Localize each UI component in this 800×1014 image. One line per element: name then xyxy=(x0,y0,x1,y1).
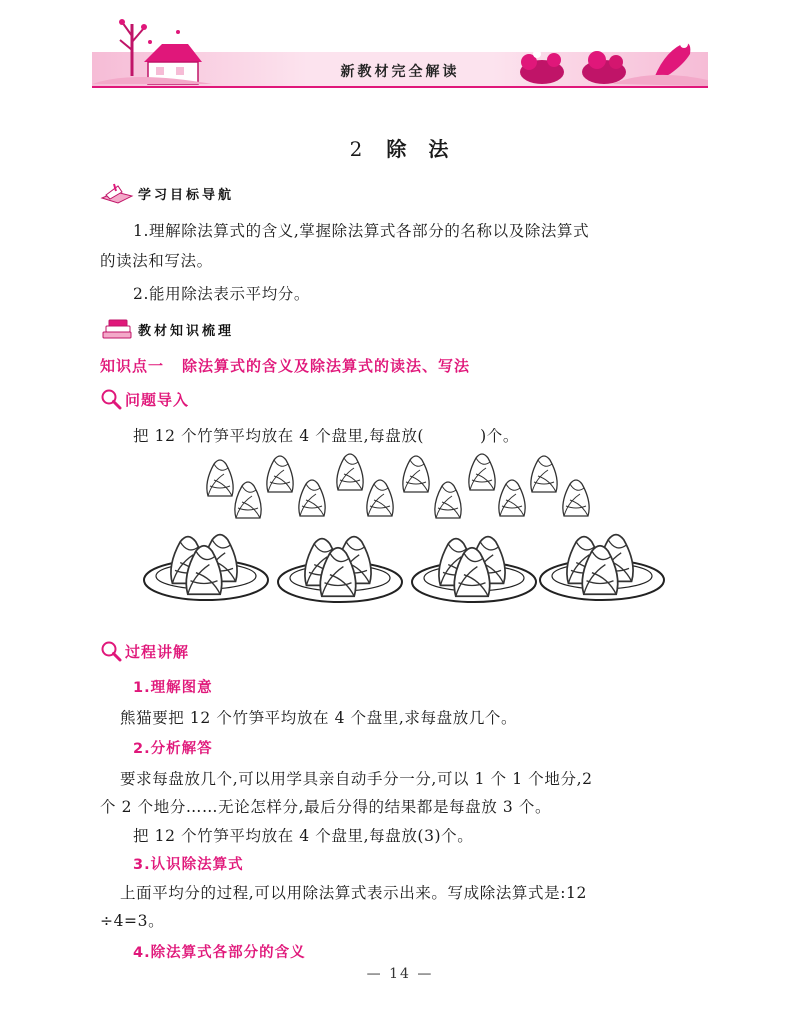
lesson-title xyxy=(0,133,800,162)
header-decoration xyxy=(92,14,708,98)
knowledge-heading xyxy=(100,318,234,340)
goals-heading-text: 学习目标导航 xyxy=(138,187,235,203)
knowledge-point-heading xyxy=(100,355,470,376)
magnifier-icon xyxy=(100,640,122,662)
step-2-title: 2.分析解答 xyxy=(133,741,213,757)
loose-shoot xyxy=(207,460,233,496)
page-header-banner xyxy=(92,14,708,98)
step-4-title: 4.除法算式各部分的含义 xyxy=(133,945,306,961)
process-heading-text: 过程讲解 xyxy=(125,642,190,661)
loose-shoot xyxy=(367,480,393,516)
intro-question xyxy=(133,421,519,451)
plate-with-shoots xyxy=(540,535,664,600)
step-1-text: 熊猫要把 12 个竹笋平均放在 4 个盘里,求每盘放几个。 xyxy=(120,709,518,727)
step-3-title: 3.认识除法算式 xyxy=(133,857,244,873)
process-heading xyxy=(100,640,189,662)
goal-item-2: 2.能用除法表示平均分。 xyxy=(133,285,310,303)
book-icon xyxy=(100,182,134,204)
bamboo-shoots-illustration xyxy=(130,448,690,628)
intro-question-after: )个。 xyxy=(480,427,519,445)
goal-item-1-line-1: 1.理解除法算式的含义,掌握除法算式各部分的名称以及除法算式 xyxy=(133,222,590,240)
magnifier-icon xyxy=(100,388,122,410)
lesson-title-char-2: 法 xyxy=(428,137,451,161)
plate-with-shoots xyxy=(278,537,402,602)
loose-shoot xyxy=(531,456,557,492)
loose-shoot xyxy=(469,454,495,490)
step-3-line-1: 上面平均分的过程,可以用除法算式表示出来。写成除法算式是:12 xyxy=(120,884,587,902)
goal-item-1-line-2: 的读法和写法。 xyxy=(100,252,213,270)
intro-heading xyxy=(100,388,189,410)
step-3-line-2: ÷4=3。 xyxy=(100,912,165,930)
books-stack-icon xyxy=(100,318,134,340)
intro-heading-text: 问题导入 xyxy=(125,390,190,409)
loose-shoot xyxy=(403,456,429,492)
knowledge-point-title: 除法算式的含义及除法算式的读法、写法 xyxy=(182,357,471,375)
page-number: — 14 — xyxy=(366,966,434,982)
goals-heading xyxy=(100,182,234,204)
step-2-line-3: 把 12 个竹笋平均放在 4 个盘里,每盘放(3)个。 xyxy=(133,827,474,845)
lesson-title-char-1: 除 xyxy=(386,137,409,161)
step-2-line-2: 个 2 个地分……无论怎样分,最后分得的结果都是每盘放 3 个。 xyxy=(100,798,552,816)
step-1-title: 1.理解图意 xyxy=(133,680,213,696)
knowledge-point-label: 知识点一 xyxy=(100,357,165,375)
plate-with-shoots xyxy=(144,535,268,600)
lesson-number: 2 xyxy=(349,137,365,161)
knowledge-heading-text: 教材知识梳理 xyxy=(138,323,235,339)
loose-shoot xyxy=(499,480,525,516)
loose-shoot xyxy=(235,482,261,518)
step-2-line-1: 要求每盘放几个,可以用学具亲自动手分一分,可以 1 个 1 个地分,2 xyxy=(120,770,593,788)
loose-shoot xyxy=(299,480,325,516)
intro-question-before: 把 12 个竹笋平均放在 4 个盘里,每盘放( xyxy=(133,427,425,445)
plate-with-shoots xyxy=(412,537,536,602)
loose-shoot xyxy=(563,480,589,516)
loose-shoot xyxy=(337,454,363,490)
loose-shoot xyxy=(435,482,461,518)
header-title: 新教材完全解读 xyxy=(340,64,460,80)
loose-shoot xyxy=(267,456,293,492)
